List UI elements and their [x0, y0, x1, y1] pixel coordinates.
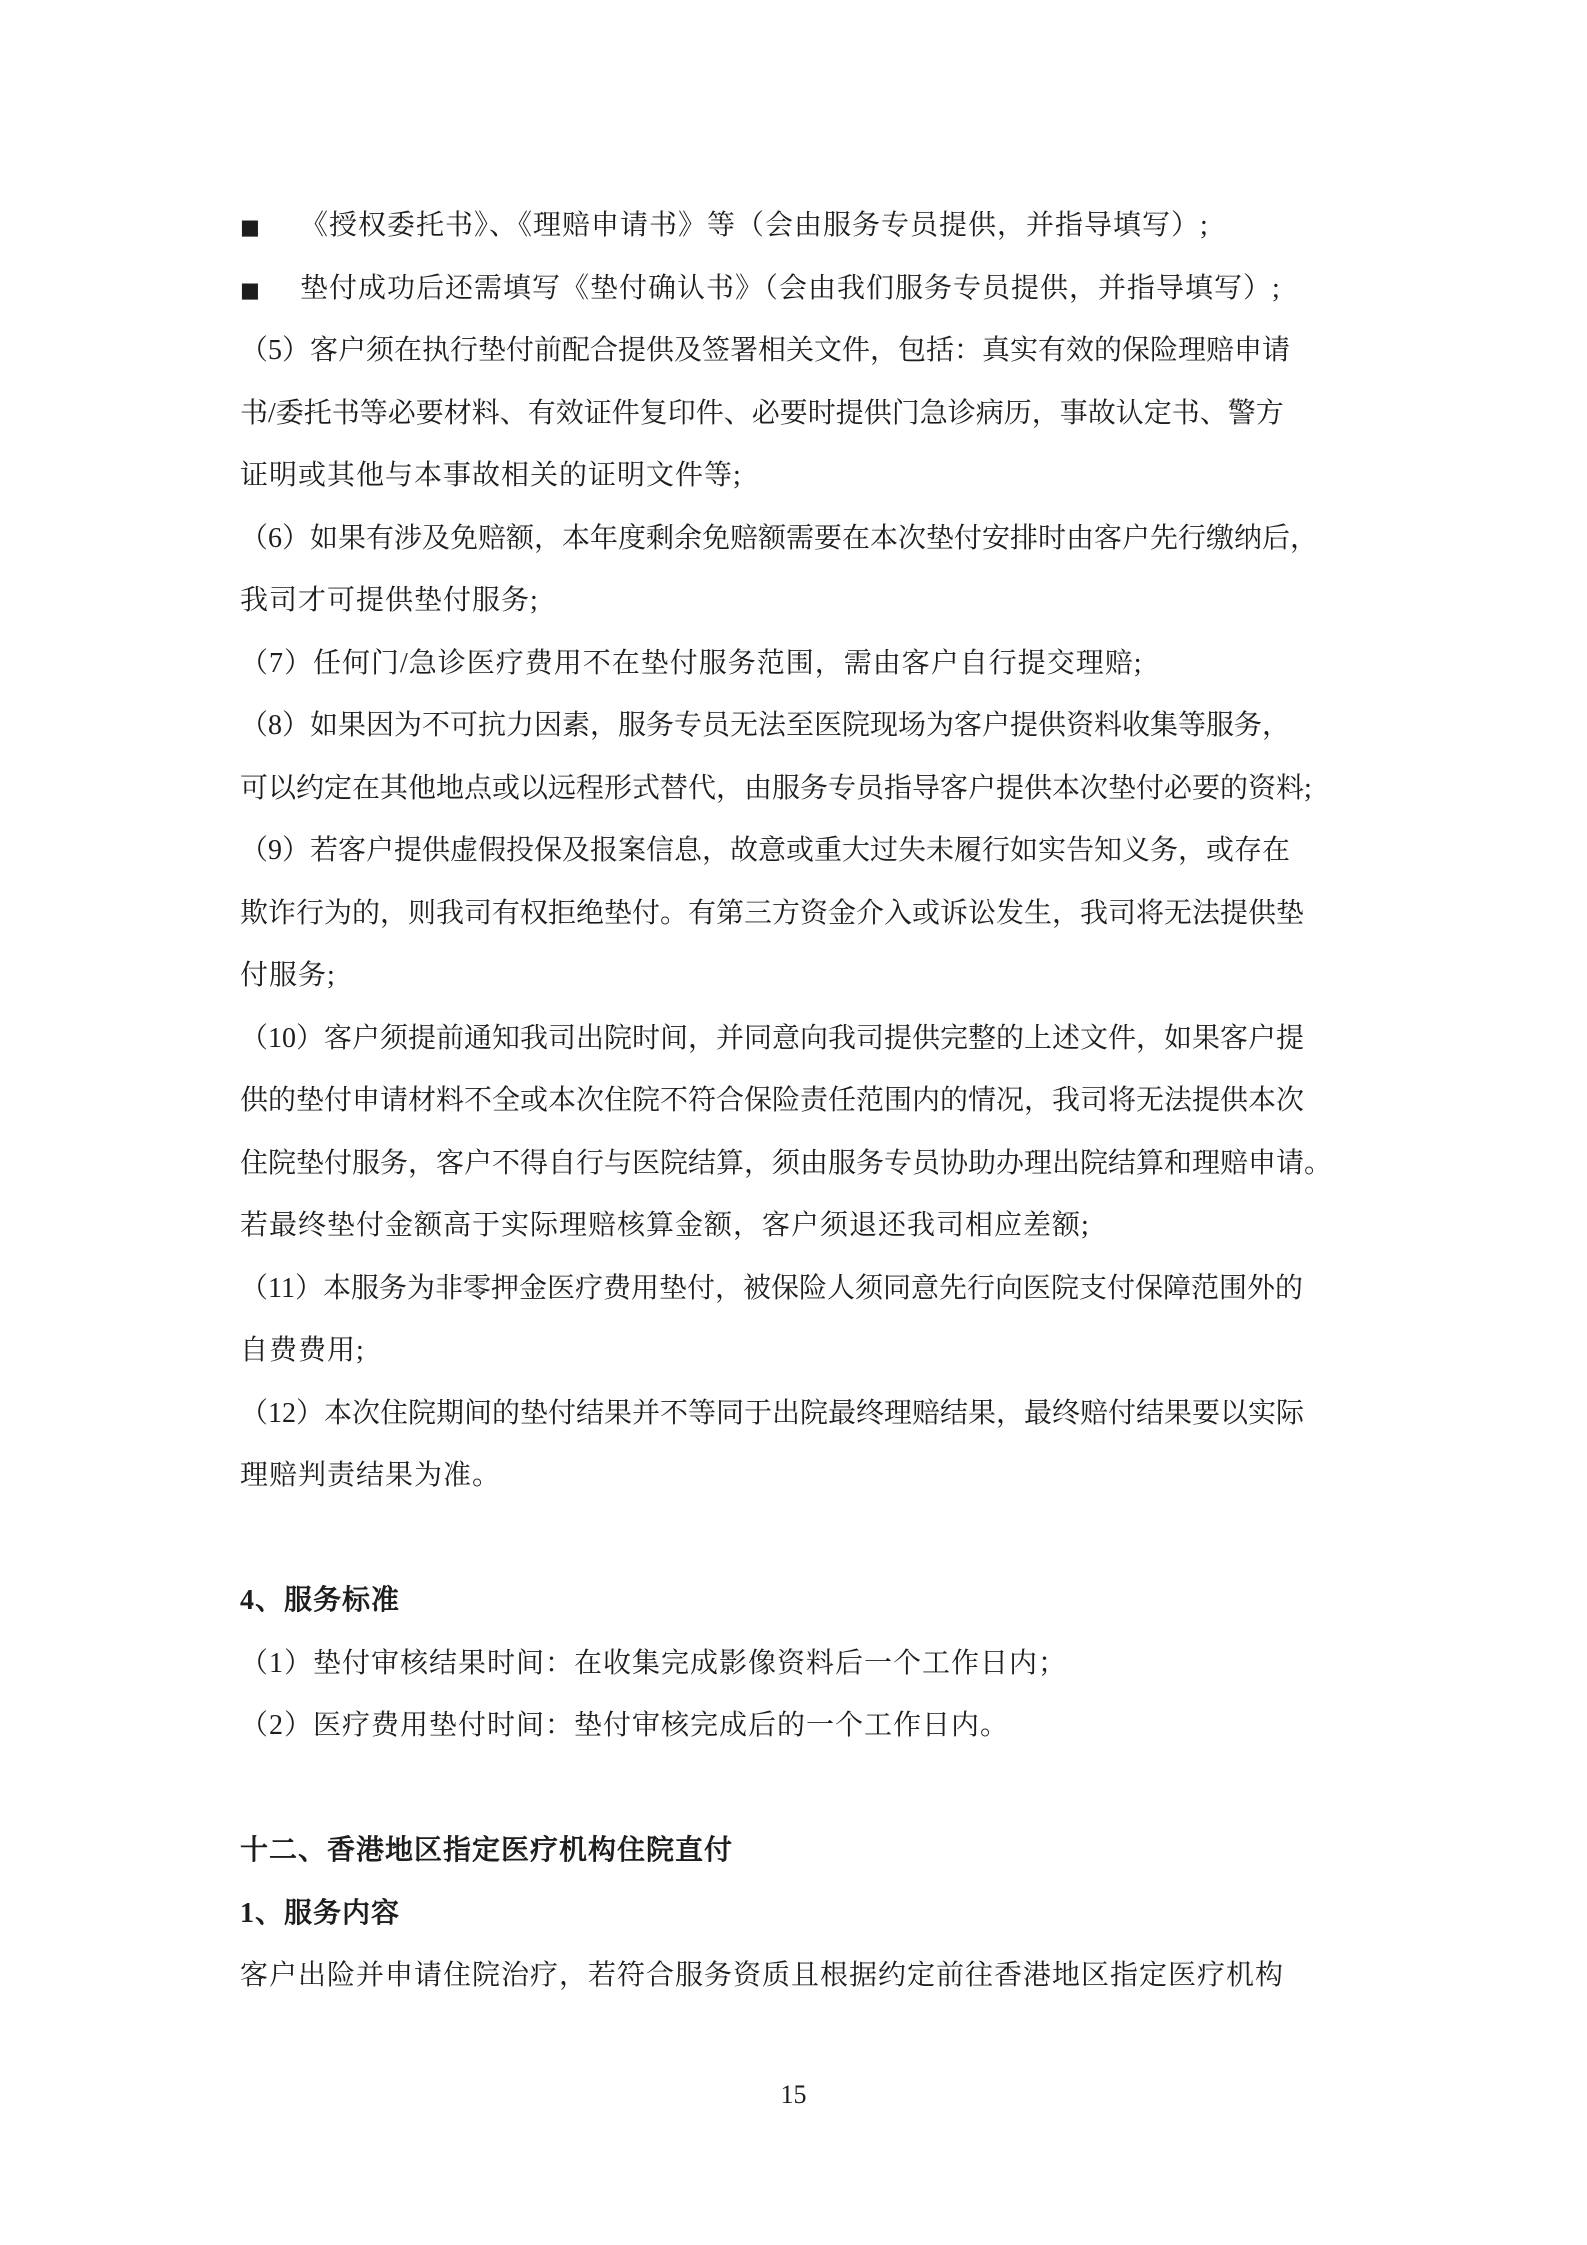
text-line: 可以约定在其他地点或以远程形式替代，由服务专员指导客户提供本次垫付必要的资料;	[240, 772, 1312, 804]
text-line: 若最终垫付金额高于实际理赔核算金额，客户须退还我司相应差额;	[240, 1210, 1090, 1241]
bullet-text: 《授权委托书》、《理赔申请书》等（会由服务专员提供，并指导填写）;	[300, 210, 1209, 241]
section-heading: 4、服务标准	[240, 1585, 401, 1616]
bullet-list-line	[240, 258, 1346, 321]
blank-line	[240, 1508, 1346, 1571]
bullet-list-line	[240, 195, 1346, 258]
text-line: 供的垫付申请材料不全或本次住院不符合保险责任范围内的情况，我司将无法提供本次	[240, 1085, 1305, 1116]
document-body	[240, 195, 1346, 2008]
page-number: 15	[780, 2080, 807, 2109]
section-heading: 十二、香港地区指定医疗机构住院直付	[240, 1835, 734, 1866]
text-line: （5）客户须在执行垫付前配合提供及签署相关文件，包括：真实有效的保险理赔申请	[240, 335, 1291, 366]
text-line: （12）本次住院期间的垫付结果并不等同于出院最终理赔结果，最终赔付结果要以实际	[240, 1397, 1305, 1429]
text-line: （8）如果因为不可抗力因素，服务专员无法至医院现场为客户提供资料收集等服务，	[240, 710, 1291, 741]
text-line: 客户出险并申请住院治疗，若符合服务资质且根据约定前往香港地区指定医疗机构	[240, 1960, 1285, 1991]
text-line: （7）任何门/急诊医疗费用不在垫付服务范围，需由客户自行提交理赔;	[240, 647, 1143, 679]
blank-line	[240, 1758, 1346, 1821]
text-line: 书/委托书等必要材料、有效证件复印件、必要时提供门急诊病历，事故认定书、警方	[240, 397, 1284, 429]
section-heading: 1、服务内容	[240, 1897, 401, 1929]
text-line: 住院垫付服务，客户不得自行与医院结算，须由服务专员协助办理出院结算和理赔申请。	[240, 1147, 1333, 1179]
text-line: （9）若客户提供虚假投保及报案信息，故意或重大过失未履行如实告知义务，或存在	[240, 835, 1291, 866]
text-line: （2）医疗费用垫付时间：垫付审核完成后的一个工作日内。	[240, 1710, 1010, 1741]
text-line: 自费费用;	[240, 1335, 365, 1366]
text-line: （11）本服务为非零押金医疗费用垫付，被保险人须同意先行向医院支付保障范围外的	[240, 1272, 1303, 1304]
text-line: 付服务;	[240, 960, 336, 991]
text-line: （6）如果有涉及免赔额，本年度剩余免赔额需要在本次垫付安排时由客户先行缴纳后，	[240, 522, 1319, 554]
bullet-text: 垫付成功后还需填写《垫付确认书》（会由我们服务专员提供，并指导填写）;	[300, 272, 1281, 304]
text-line: （1）垫付审核结果时间：在收集完成影像资料后一个工作日内；	[240, 1647, 1068, 1679]
text-line: 理赔判责结果为准。	[240, 1460, 502, 1491]
bullet-square-icon: ■	[240, 277, 260, 302]
text-line: （10）客户须提前通知我司出院时间，并同意向我司提供完整的上述文件，如果客户提	[240, 1022, 1305, 1054]
text-line: 证明或其他与本事故相关的证明文件等;	[240, 460, 742, 491]
bullet-square-icon: ■	[240, 215, 260, 239]
text-line: 我司才可提供垫付服务;	[240, 585, 539, 616]
text-line: 欺诈行为的，则我司有权拒绝垫付。有第三方资金介入或诉讼发生，我司将无法提供垫	[240, 897, 1305, 929]
